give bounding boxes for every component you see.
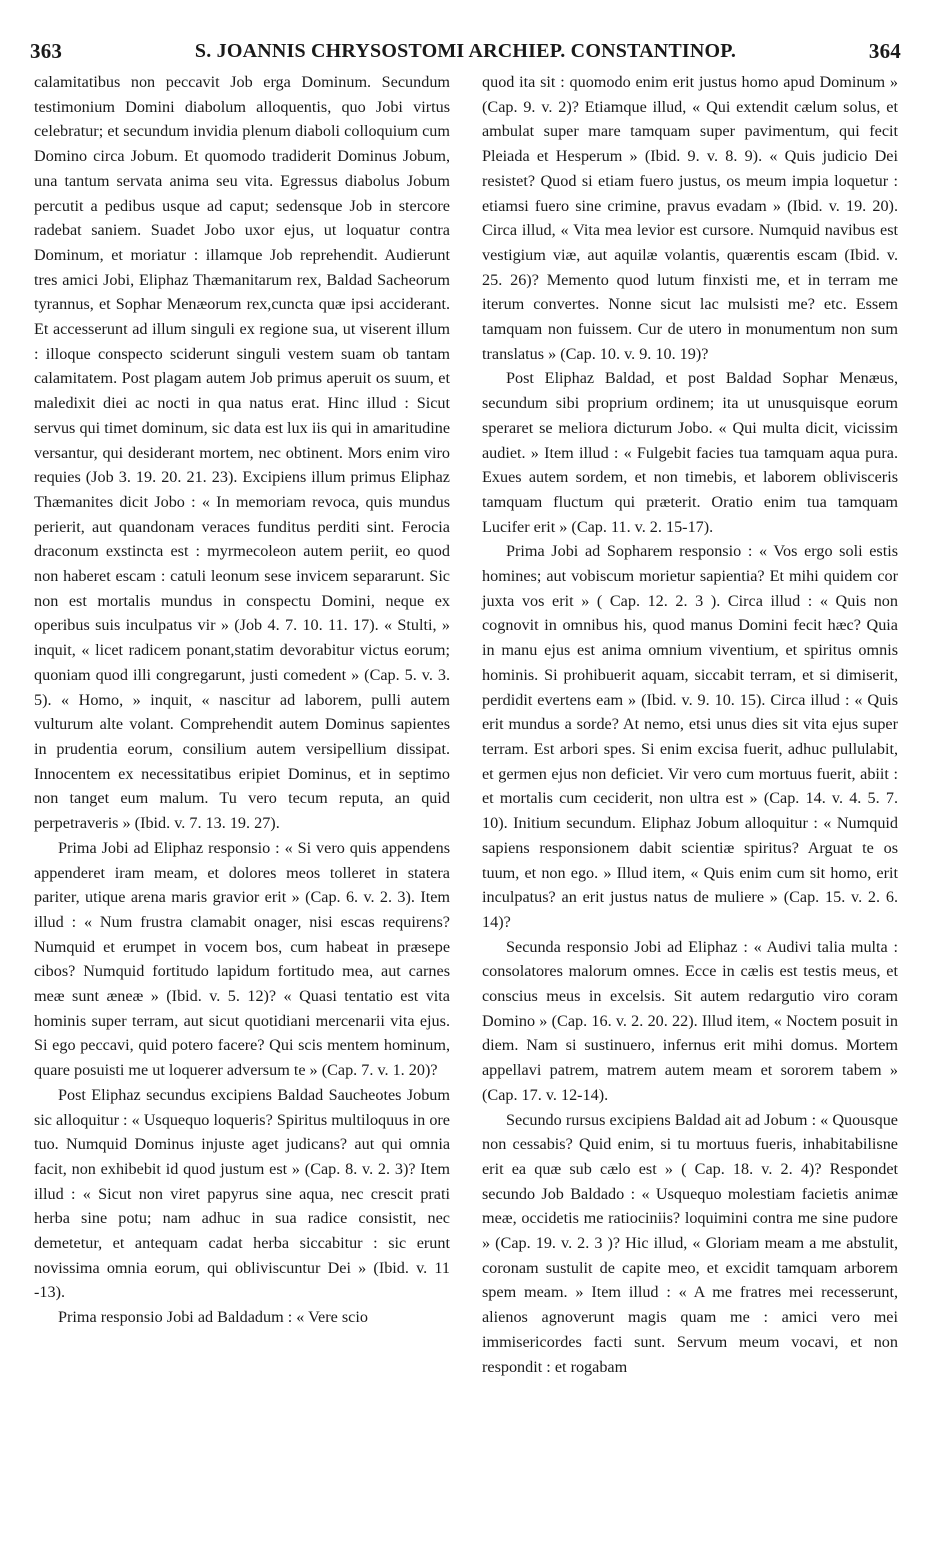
paragraph: Post Eliphaz Baldad, et post Baldad Sophar Menæus, secundum sibi proprium ordinem; ita ut unusquisque eorum speraret se meliora dicturum Jobo. « Qui multa dicit, vicissim audiet. » Item illud : « Fulgebit facies tua tamquam aqua pura. Exues autem sordem, et non timebis, et laborem oblivisceris tamquam fluctum qui præterit. Oratio enim tua tamquam Lucifer erit » (Cap. 11. v. 2. 15-17).: [482, 369, 898, 536]
running-title: S. JOANNIS CHRYSOSTOMI ARCHIEP. CONSTANTINOP.: [194, 39, 737, 62]
left-column: [34, 70, 450, 1330]
paragraph: Prima Jobi ad Sopharem responsio : « Vos ergo soli estis homines; aut vobiscum morietur sapientia? Et mihi quidem cor juxta vos erit » ( Cap. 12. 2. 3 ). Circa illud : « Quis non cognovit in omnibus his, quod manus Domini fecit hæc? Quia in manu ejus est anima omnium viventium, et spiritus omnis hominis. Si prohibuerit aquam, siccabit terram, et si dimiserit, perdidit evertens eam » (Ibid. v. 9. 10. 15). Circa illud : « Quis erit mundus a sorde? At nemo, etsi unus dies sit vita ejus super terram. Est arbori spes. Si enim excisa fuerit, adhuc pullulabit, et germen ejus non deficiet. Vir vero cum mortuus fuerit, abiit : et mortalis cum ceciderit, non ultra est » (Cap. 14. v. 4. 5. 7. 10). Initium secundum. Eliphaz Jobum alloquitur : « Numquid sapiens responsionem dabit scientiæ spiritus? Arguat te os tuum, et non ego. » Illud item, « Quis enim cum sit homo, erit inculpatus? an erit justus natus de muliere » (Cap. 15. v. 2. 6. 14)?: [482, 542, 898, 931]
right-column: [482, 70, 898, 1379]
paragraph: Prima Jobi ad Eliphaz responsio : « Si vero quis appendens appenderet iram meam, et dolores meos tolleret in statera pariter, utique arena maris gravior erit » (Cap. 6. v. 2. 3). Item illud : « Num frustra clamabit onager, nisi escas requirens? Numquid et erumpet in vocem bos, cum habeat in præsepe cibos? Numquid fortitudo lapidum fortitudo mea, aut carnes meæ sunt æneæ » (Ibid. v. 5. 12)? « Quasi tentatio est vita hominis super terram, aut sicut quotidiani mercenarii vita ejus. Si ego peccavi, quid potero facere? Qui scis mentem hominum, quare posuisti me ut loquerer adversum te » (Cap. 7. v. 1. 20)?: [34, 838, 450, 1080]
paragraph: Secundo rursus excipiens Baldad ait ad Jobum : « Quousque non cessabis? Quid enim, si tu mortuus fueris, inhabitabilisne erit ea quæ sub cælo est » ( Cap. 18. v. 2. 4)? Respondet secundo Job Baldado : « Usquequo molestiam facietis animæ meæ, occidetis me ratiociniis? loquimini contra me sine pudore » (Cap. 19. v. 2. 3 )? Hic illud, « Gloriam meam a me abstulit, coronam sustulit de capite meo, et excidit tamquam arborem spem meam. » Item illud : « A me fratres mei recesserunt, alienos agnoverunt magis quam me : amici vero mei immisericordes facti sunt. Servum meum vocavi, et non respondit : et rogabam: [482, 1110, 898, 1376]
paragraph: Secunda responsio Jobi ad Eliphaz : « Audivi talia multa : consolatores malorum omnes. Ecce in cælis est testis meus, et conscius meus in excelsis. Sit autem redargutio viro coram Domino » (Cap. 16. v. 2. 20. 22). Illud item, « Noctem posuit in diem. Nam si sustinuero, infernus erit mihi domus. Mortem appellavi patrem, matrem autem meam et sororem tabem » (Cap. 17. v. 12-14).: [482, 937, 898, 1104]
paragraph: calamitatibus non peccavit Job erga Dominum. Secundum testimonium Domini diabolum alloquentis, quo Jobi virtus celebratur; et secundum invidia plenum diaboli colloquium cum Domino circa Jobum. Et quomodo tradiderit Dominus Jobum, una tantum servata anima seu vita. Egressus diabolus Jobum percutit a pedibus usque ad caput; sedensque Job in stercore radebat saniem. Suadet Jobo uxor ejus, ut loquatur contra Dominum, et moriatur : illamque Job reprehendit. Audierunt tres amici Jobi, Eliphaz Thæmanitarum rex, Baldad Sacheorum tyrannus, et Sophar Menæorum rex,cuncta quæ ipsi acciderant. Et accesserunt ad illum singuli ex regione sua, ut viserent illum : illoque conspecto sciderunt singuli vestem suam ob tantam calamitatem. Post plagam autem Job primus aperuit os suum, et maledixit diei ac nocti in qua natus erat. Hinc illud : Sicut servus qui timet dominum, sic data est lux iis qui in amaritudine versantur, qui desiderant mortem, nec obtinent. Mors enim viro requies (Job 3. 19. 20. 21. 23). Excipiens illum primus Eliphaz Thæmanites dicit Jobo : « In memoriam revoca, quis mundus perierit, aut quandonam veraces funditus perditi sint. Ferocia draconum exstincta est : myrmecoleon autem periit, eo quod non haberet escam : catuli leonum sese invicem separarunt. Sic non est mortalis mundus in conspectu Domini, neque ex operibus suis inculpatus vir » (Job 4. 7. 10. 11. 17). « Stulti, » inquit, « licet radicem ponant,statim devorabitur victus eorum; quoniam quod illi congregarunt, justi comedent » (Cap. 5. v. 3. 5). « Homo, » inquit, « nascitur ad laborem, pulli autem vulturum alte volant. Comprehendit autem Dominus sapientes in prudentia eorum, consilium autem versipellium dissipat. Innocentem ex necessitatibus eripiet Dominus, et in septimo non tanget eum malum. Tu vero tecum reputa, an quid perpetraveris » (Ibid. v. 7. 13. 19. 27).: [34, 73, 450, 833]
paragraph: quod ita sit : quomodo enim erit justus homo apud Dominum » (Cap. 9. v. 2)? Etiamque illud, « Qui extendit cælum solus, et ambulat super mare tamquam super pavimentum, qui fecit Pleiada et Hesperum » (Ibid. 9. v. 8. 9). « Quis judicio Dei resistet? Quod si etiam fuero justus, os meum impia loquetur : etiamsi fuero sine crimine, pravus evadam » (Ibid. v. 19. 20). Circa illud, « Vita mea levior est cursore. Numquid navibus est vestigium viæ, aut aquilæ volantis, quærentis escam (Ibid. v. 25. 26)? Memento quod lutum finxisti me, et in terram me iterum convertes. Nonne sicut lac mulsisti me? etc. Essem tamquam non fuissem. Cur de utero in monumentum non sum translatus » (Cap. 10. v. 9. 10. 19)?: [482, 73, 898, 363]
paragraph: Prima responsio Jobi ad Baldadum : « Vere scio: [58, 1308, 368, 1327]
page-header: [30, 36, 901, 66]
left-page-number: 363: [30, 38, 63, 63]
right-page-number: 364: [868, 38, 901, 63]
paragraph: Post Eliphaz secundus excipiens Baldad Saucheotes Jobum sic alloquitur : « Usquequo loqueris? Spiritus multiloquus in ore tuo. Numquid Dominus injuste aget judicans? aut qui omnia facit, non exhibebit id quod justum est » (Cap. 8. v. 2. 3)? Item illud : « Sicut non viret papyrus sine aqua, nec crescit prati herba sine potu; nam adhuc in sua radice consistit, nec demetetur, et antequam cadat herba siccabitur : sic erunt novissima omnia eorum, qui obliviscuntur Dei » (Ibid. v. 11 -13).: [34, 1085, 450, 1302]
